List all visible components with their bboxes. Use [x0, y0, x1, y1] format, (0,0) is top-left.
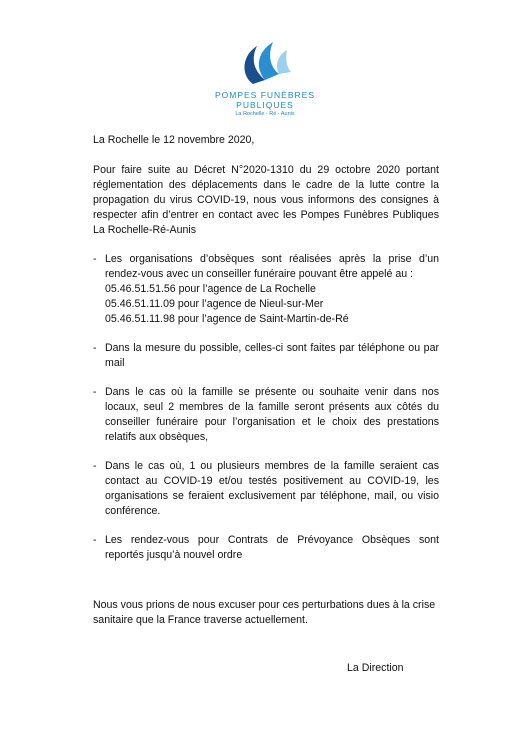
company-logo	[0, 40, 530, 118]
list-item	[93, 459, 439, 519]
letter-intro: Pour faire suite au Décret N°2020-1310 du 29 octobre 2020 portant réglementation des déplacements dans le cadre de la lutte contre la propagation du virus COVID-19, nous vous informons des consignes à respecter afin d’entrer en contact avec les Pompes Funèbres Publiques La Rochelle-Ré-Aunis	[93, 164, 439, 236]
list-bullet: -	[93, 460, 97, 472]
list-item	[93, 252, 439, 327]
letter-closing: Nous vous prions de nous excuser pour ces perturbations dues à la crise sanitaire que la France traverse actuellement.	[93, 599, 436, 626]
logo-emblem-icon	[235, 40, 295, 86]
signature: La Direction	[347, 662, 404, 674]
list-bullet: -	[93, 342, 97, 354]
list-item-text: Dans le cas où la famille se présente ou souhaite venir dans nos locaux, seul 2 membres de la famille seront présents aux côtés du conseiller funéraire pour l’organisation et le choix des prestations relatifs aux obsèques,	[105, 386, 439, 443]
phone-line: 05.46.51.51.56 pour l’agence de La Rochelle	[105, 283, 316, 295]
list-item-text: Les rendez-vous pour Contrats de Prévoyance Obsèques sont reportés jusqu’à nouvel ordre	[105, 534, 439, 561]
logo-line-1: POMPES FUNÈBRES	[214, 90, 316, 100]
list-item	[93, 341, 439, 371]
phone-line: 05.46.51.11.09 pour l’agence de Nieul-sur-Mer	[105, 298, 324, 310]
phone-line: 05.46.51.11.98 pour l’agence de Saint-Martin-de-Ré	[105, 313, 349, 325]
list-bullet: -	[93, 534, 97, 546]
logo-line-2: PUBLIQUES	[236, 100, 294, 110]
list-item	[93, 533, 439, 563]
logo-location: La Rochelle · Ré · Aunis	[235, 111, 295, 117]
list-item-text: Dans le cas où, 1 ou plusieurs membres de la famille seraient cas contact au COVID-19 et/ou testés positivement au COVID-19, les organisations se feraient exclusivement par téléphone, mail, ou visio conférence.	[105, 460, 439, 517]
instructions-list	[93, 252, 439, 577]
letter-date: La Rochelle le 12 novembre 2020,	[93, 134, 255, 146]
list-item-text: Dans la mesure du possible, celles-ci sont faites par téléphone ou par mail	[105, 342, 439, 369]
list-bullet: -	[93, 386, 97, 398]
list-item	[93, 385, 439, 445]
list-item-text: Les organisations d’obsèques sont réalisées après la prise d’un rendez-vous avec un conseiller funéraire pouvant être appelé au :	[105, 253, 439, 280]
list-bullet: -	[93, 253, 97, 265]
